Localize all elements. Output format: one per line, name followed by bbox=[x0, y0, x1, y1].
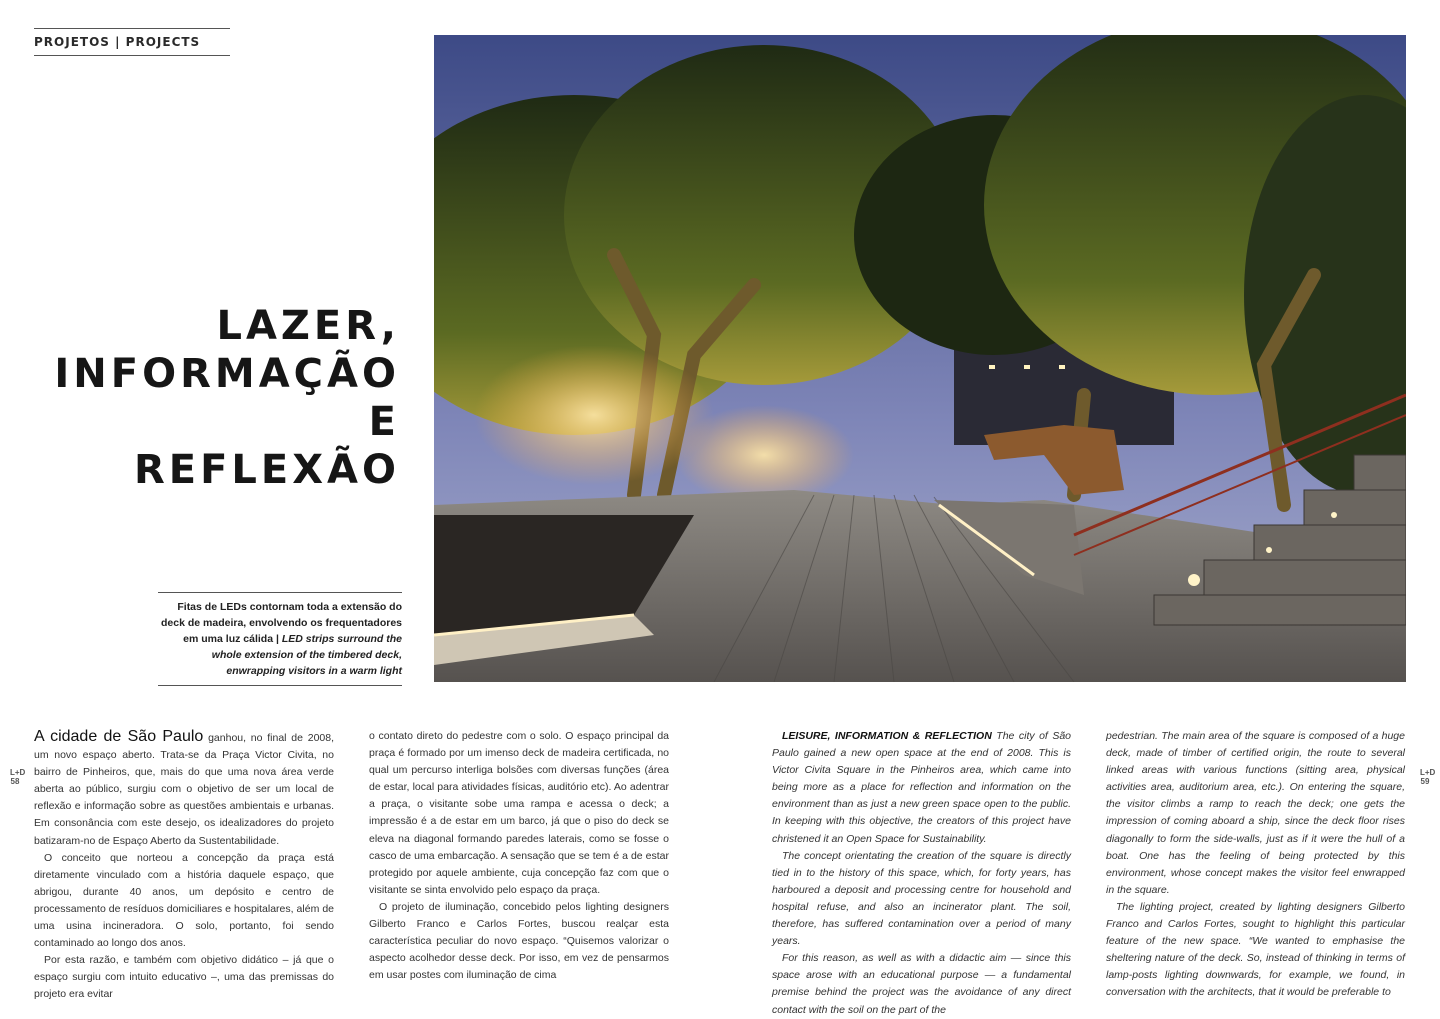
folio-magazine: L+D bbox=[10, 768, 26, 777]
caption-pt: Fitas de LEDs contornam toda a extensão do deck de madeira, envolvendo os frequentadores em uma luz cálida | bbox=[161, 601, 402, 645]
article-title bbox=[20, 302, 400, 494]
body-column-4 bbox=[1106, 728, 1405, 1002]
paragraph: The lighting project, created by lighting designers Gilberto Franco and Carlos Fortes, sought to highlight this particular feature of the new space. “We wanted to emphasise the sheltering nature of the deck. So, instead of thinking in terms of lamp-posts lighting downwards, for example, we found, in conversation with the architects, that it would be preferable to bbox=[1106, 900, 1405, 999]
photo-illustration bbox=[434, 35, 1406, 682]
photo-caption bbox=[158, 592, 402, 686]
page-number: 59 bbox=[1420, 777, 1430, 786]
paragraph: pedestrian. The main area of the square is composed of a huge deck, made of timber of certified origin, the route to several linked areas with various functions (sitting area, physical activities area, auditorium area, etc.). On entering the square, the visitor climbs a ramp to reach the deck; one gets the impression of coming aboard a ship, since the deck floor rises diagonally to form the side-walls, just as if it were the hull of a boat. One has the feeling of being protected by this environment, whose concept makes the visitor feel enwrapped in the square. bbox=[1106, 730, 1405, 896]
folio-magazine: L+D bbox=[1420, 768, 1436, 777]
body-column-1 bbox=[34, 728, 334, 1004]
paragraph: o contato direto do pedestre com o solo. O espaço principal da praça é formado por um imenso deck de madeira certificada, no qual um percurso interliga bolsões com diversas funções (área de estar, local para atividades físicas, auditório etc). Ao adentrar a praça, o visitante sobe uma rampa e acessa o deck; a impressão é a de estar em um barco, já que o piso do deck se eleva na diagonal formando paredes laterais, como se fosse o casco de uma embarcação. A sensação que se tem é a de estar protegido por aquele ambiente, cuja concepção faz com que o visitante se sinta envolvido pelo espaço da praça. bbox=[369, 730, 669, 896]
paragraph: O conceito que norteou a concepção da praça está diretamente vinculado com a história daquele espaço, que abrigou, durante 40 anos, um depósito e centro de processamento de resíduos domiciliares e hospitalares, além de uma usina incineradora. O solo, portanto, foi sendo contaminado ao longo dos anos. bbox=[34, 851, 334, 950]
folio-right bbox=[1420, 768, 1436, 786]
paragraph-text: ganhou, no final de 2008, um novo espaço aberto. Trata-se da Praça Victor Civita, no bairro de Pinheiros, que, mais do que uma nova área verde aberta ao público, surgiu com o objetivo de ser um local de reflexão e informação sobre as questões ambientais e urbanas. Em consonância com este desejo, os idealizadores do projeto batizaram-no de Espaço Aberto da Sustentabilidade. bbox=[34, 732, 335, 847]
folio-left bbox=[10, 768, 26, 786]
paragraph: The concept orientating the creation of the square is directly tied in to the history of this space, which, for forty years, has harboured a deposit and processing centre for household and hospital refuse, and also an incinerator plant. The soil, therefore, has suffered contamination over a period of many years. bbox=[772, 849, 1071, 948]
caption-en: LED strips surround the whole extension of the timbered deck, enwrapping visitors in a warm light bbox=[211, 633, 402, 677]
paragraph-text: The city of São Paulo gained a new open space at the end of 2008. This is Victor Civita Square in the Pinheiros area, which came into being more as a place for reflection and information on the environment than as just a new green space open to the public. In keeping with this objective, the creators of this project have christened it an Open Space for Sustainability. bbox=[772, 730, 1071, 845]
lead-in: A cidade de São Paulo bbox=[34, 728, 204, 745]
title-line-1: LAZER, bbox=[216, 303, 400, 349]
section-tag: PROJETOS | PROJECTS bbox=[34, 28, 230, 56]
paragraph: Por esta razão, e também com objetivo didático – já que o espaço surgiu com intuito educativo –, uma das premissas do projeto era evitar bbox=[34, 954, 334, 1001]
page-number: 58 bbox=[10, 777, 20, 786]
body-column-2 bbox=[369, 728, 669, 984]
paragraph bbox=[34, 728, 334, 850]
paragraph bbox=[772, 728, 1071, 848]
english-lead-in: LEISURE, INFORMATION & REFLECTION bbox=[782, 730, 992, 742]
title-line-3: REFLEXÃO bbox=[133, 447, 400, 493]
paragraph: O projeto de iluminação, concebido pelos lighting designers Gilberto Franco e Carlos Fortes, buscou realçar esta característica peculiar do novo espaço. “Quisemos valorizar o aspecto acolhedor desse deck. Por isso, em vez de pensarmos em usar postes com iluminação de cima bbox=[369, 900, 669, 982]
paragraph: For this reason, as well as with a didactic aim — since this space arose with an educational purpose — a fundamental premise behind the project was the avoidance of any direct contact with the soil on the part of the bbox=[772, 952, 1071, 1016]
body-column-3 bbox=[772, 728, 1071, 1019]
title-line-2: INFORMAÇÃO E bbox=[54, 351, 400, 445]
feature-photo bbox=[434, 35, 1406, 682]
